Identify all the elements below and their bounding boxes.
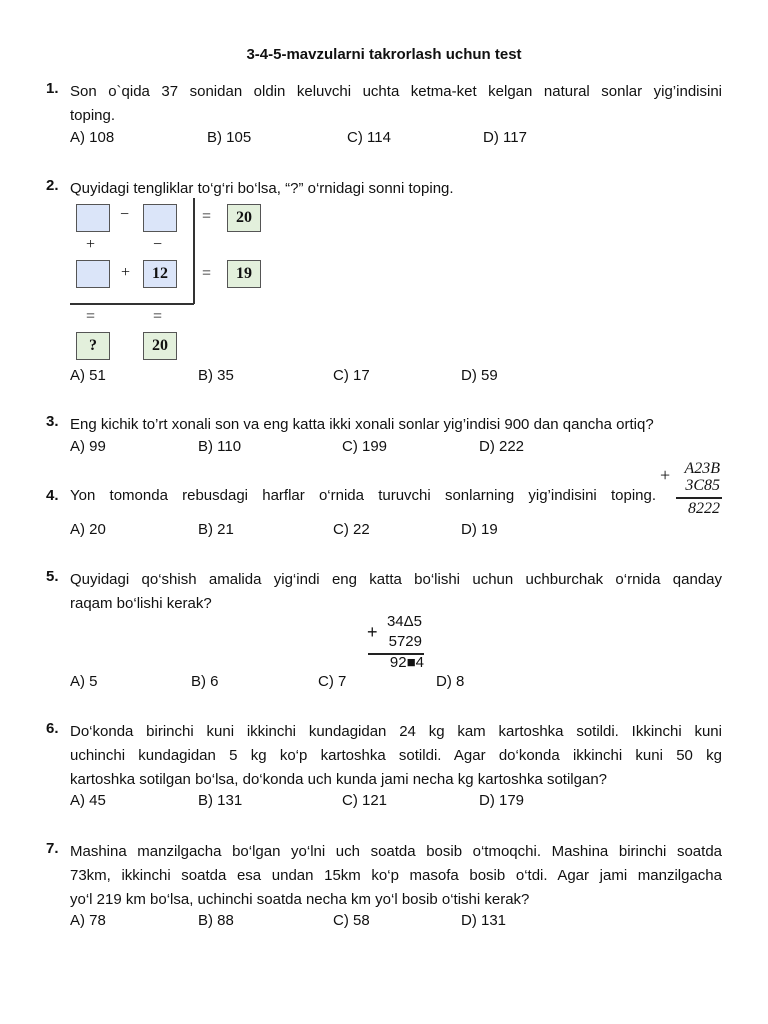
option-b[interactable]: B) 88 [198, 912, 234, 929]
rebus-top-number: A23B [684, 460, 720, 477]
question-text-line: uchinchi kundagidan 5 kg ko‘p kartoshka sotildi. Agar do‘konda ikkinchi kuni 50 kg [70, 747, 722, 764]
operator-plus: + [86, 236, 96, 253]
result-box: 20 [227, 204, 261, 232]
empty-box [76, 204, 110, 232]
unknown-box: ? [76, 332, 110, 360]
option-d[interactable]: D) 179 [479, 792, 525, 809]
question-text-line: kartoshka sotilgan bo‘lsa, do‘konda uch kunda jami necha kg kartoshka sotilgan? [70, 771, 607, 788]
option-a[interactable]: A) 78 [70, 912, 106, 929]
question-number: 2. [46, 177, 59, 194]
question-number: 5. [46, 568, 59, 585]
option-d[interactable]: D) 117 [483, 129, 527, 146]
result-box: 20 [143, 332, 177, 360]
question-text-line: Mashina manzilgacha bo‘lgan yo‘lni uch soatda bosib o‘tmoqchi. Mashina birinchi soatda [70, 843, 722, 860]
option-a[interactable]: A) 20 [70, 521, 106, 538]
empty-box [76, 260, 110, 288]
sum-value: 92■4 [389, 654, 424, 671]
option-c[interactable]: C) 58 [333, 912, 370, 929]
operator-plus: + [121, 264, 131, 281]
question-number: 7. [46, 840, 59, 857]
option-c[interactable]: C) 199 [342, 438, 388, 455]
option-d[interactable]: D) 8 [436, 673, 465, 690]
question-number: 6. [46, 720, 59, 737]
plus-sign: + [660, 465, 671, 485]
equals-sign: = [86, 308, 96, 325]
rebus-sum: 8222 [688, 500, 720, 517]
option-d[interactable]: D) 222 [479, 438, 525, 455]
equals-sign: = [202, 208, 212, 225]
option-c[interactable]: C) 22 [333, 521, 370, 538]
addend-second: 5729 [388, 633, 422, 650]
question-text-line: yo‘l 219 km bo‘lsa, uchinchi soatda necha km yo‘l bosib o‘tishi kerak? [70, 891, 530, 908]
question-text-line: Quyidagi qo‘shish amalida yig‘indi eng katta bo‘lishi uchun uchburchak o‘rnida qanday [70, 571, 722, 588]
option-b[interactable]: B) 131 [198, 792, 243, 809]
option-a[interactable]: A) 108 [70, 129, 115, 146]
option-a[interactable]: A) 5 [70, 673, 98, 690]
question-text-line: Do‘konda birinchi kuni ikkinchi kundagidan 24 kg kam kartoshka sotildi. Ikkinchi kuni [70, 723, 722, 740]
question-text-line: toping. [70, 107, 116, 124]
question-number: 3. [46, 413, 59, 430]
option-c[interactable]: C) 121 [342, 792, 388, 809]
question-text-line: 73km, ikkinchi soatda esa undan 15km ko‘p masofa bosib o‘tdi. Agar jami manzilgacha [70, 867, 722, 884]
equals-sign: = [202, 265, 212, 282]
rebus-second-number: 3C85 [685, 477, 720, 494]
operator-minus: − [153, 236, 163, 253]
option-d[interactable]: D) 59 [461, 367, 498, 384]
question-text-line: Eng kichik to’rt xonali son va eng katta ikki xonali sonlar yig’indisi 900 dan qancha ortiq? [70, 416, 654, 433]
vertical-divider [193, 198, 195, 304]
option-b[interactable]: B) 105 [207, 129, 252, 146]
page-title: 3-4-5-mavzularni takrorlash uchun test [246, 46, 522, 63]
option-b[interactable]: B) 110 [198, 438, 242, 455]
option-b[interactable]: B) 35 [198, 367, 234, 384]
option-c[interactable]: C) 17 [333, 367, 370, 384]
question-text-line: Quyidagi tengliklar to‘g‘ri bo‘lsa, “?” o‘rnidagi sonni toping. [70, 180, 454, 197]
option-a[interactable]: A) 45 [70, 792, 106, 809]
option-a[interactable]: A) 51 [70, 367, 106, 384]
question-text-line: Son o`qida 37 sonidan oldin keluvchi uchta ketma-ket kelgan natural sonlar yig’indisini [70, 83, 722, 100]
question-number: 4. [46, 487, 59, 504]
equals-sign: = [153, 308, 163, 325]
option-a[interactable]: A) 99 [70, 438, 106, 455]
option-c[interactable]: C) 114 [347, 129, 391, 146]
question-text-line: Yon tomonda rebusdagi harflar o‘rnida turuvchi sonlarning yig’indisini toping. [70, 487, 656, 504]
option-d[interactable]: D) 19 [461, 521, 498, 538]
result-box: 19 [227, 260, 261, 288]
known-box: 12 [143, 260, 177, 288]
addend-top: 34Δ5 [386, 613, 422, 630]
option-b[interactable]: B) 21 [198, 521, 234, 538]
horizontal-divider [70, 303, 194, 305]
empty-box [143, 204, 177, 232]
operator-minus: − [120, 206, 130, 223]
plus-sign: + [367, 622, 378, 642]
sum-line [676, 497, 722, 499]
option-d[interactable]: D) 131 [461, 912, 507, 929]
question-number: 1. [46, 80, 59, 97]
question-text-line: raqam bo‘lishi kerak? [70, 595, 212, 612]
option-b[interactable]: B) 6 [191, 673, 219, 690]
option-c[interactable]: C) 7 [318, 673, 347, 690]
